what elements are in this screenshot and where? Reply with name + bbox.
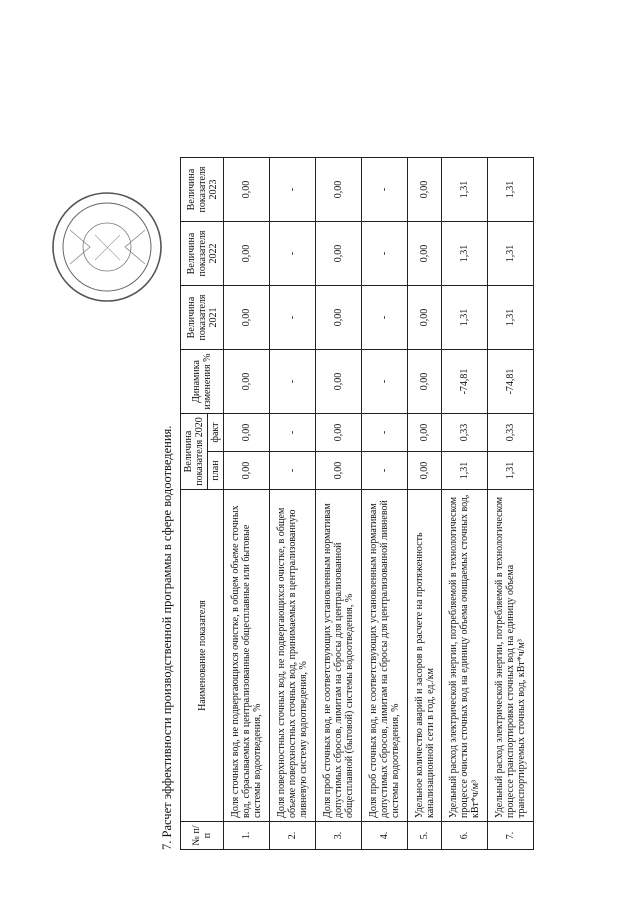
row-plan-2020: 0,00 bbox=[224, 452, 270, 490]
row-value-2021: 1,31 bbox=[442, 286, 488, 350]
col-num: № п/п bbox=[181, 822, 224, 850]
row-value-2022: - bbox=[270, 222, 316, 286]
col-2020: Величина показателя 2020 bbox=[181, 414, 208, 490]
row-number: 1. bbox=[224, 822, 270, 850]
row-value-2022: - bbox=[362, 222, 408, 286]
col-name: Наименование показателя bbox=[181, 490, 224, 822]
row-number: 4. bbox=[362, 822, 408, 850]
row-value-2021: 0,00 bbox=[408, 286, 442, 350]
row-plan-2020: 0,00 bbox=[316, 452, 362, 490]
row-dynamics: - bbox=[362, 350, 408, 414]
row-indicator-name: Удельное количество аварий и засоров в расчете на протяженность канализационной сети в год, ед./км bbox=[408, 490, 442, 822]
row-plan-2020: - bbox=[362, 452, 408, 490]
row-number: 2. bbox=[270, 822, 316, 850]
row-indicator-name: Удельный расход электрической энергии, потребляемой в технологическом процессе очистки сточных вод на единицу объема очищаемых сточных вод, кВт*ч/м³ bbox=[442, 490, 488, 822]
col-2021: Величина показателя 2021 bbox=[181, 286, 224, 350]
efficiency-table-section bbox=[160, 60, 580, 850]
table-row bbox=[408, 158, 442, 850]
row-value-2023: 1,31 bbox=[442, 158, 488, 222]
row-value-2022: 0,00 bbox=[316, 222, 362, 286]
col-2022: Величина показателя 2022 bbox=[181, 222, 224, 286]
row-value-2021: - bbox=[270, 286, 316, 350]
col-2023: Величина показателя 2023 bbox=[181, 158, 224, 222]
row-fact-2020: 0,00 bbox=[408, 414, 442, 452]
row-indicator-name: Доля поверхностных сточных вод, не подвергающихся очистке, в общем объеме поверхностных сточных вод, принимаемых в централизованную ливневую систему водоотведения, % bbox=[270, 490, 316, 822]
row-number: 3. bbox=[316, 822, 362, 850]
row-indicator-name: Доля проб сточных вод, не соответствующих установленным нормативам допустимых сбросов, лимитам на сбросы для централизованной общесплавной (бытовой) системы водоотведения, % bbox=[316, 490, 362, 822]
table-title: 7. Расчет эффективности производственной программы в сфере водоотведения. bbox=[160, 425, 174, 850]
row-value-2022: 1,31 bbox=[442, 222, 488, 286]
row-value-2021: - bbox=[362, 286, 408, 350]
row-fact-2020: - bbox=[270, 414, 316, 452]
row-dynamics: 0,00 bbox=[224, 350, 270, 414]
row-value-2022: 1,31 bbox=[488, 222, 534, 286]
row-fact-2020: 0,33 bbox=[442, 414, 488, 452]
col-dynamics: Динамика изменения % bbox=[181, 350, 224, 414]
table-row bbox=[362, 158, 408, 850]
table-row bbox=[316, 158, 362, 850]
row-plan-2020: 1,31 bbox=[442, 452, 488, 490]
row-value-2021: 1,31 bbox=[488, 286, 534, 350]
row-number: 6. bbox=[442, 822, 488, 850]
col-fact: факт bbox=[208, 414, 224, 452]
row-value-2023: 1,31 bbox=[488, 158, 534, 222]
row-value-2023: 0,00 bbox=[224, 158, 270, 222]
row-fact-2020: 0,00 bbox=[224, 414, 270, 452]
table-row bbox=[442, 158, 488, 850]
table-row bbox=[488, 158, 534, 850]
table-row bbox=[224, 158, 270, 850]
official-stamp-icon bbox=[50, 190, 165, 305]
row-fact-2020: 0,00 bbox=[316, 414, 362, 452]
row-dynamics: 0,00 bbox=[408, 350, 442, 414]
row-dynamics: -74,81 bbox=[488, 350, 534, 414]
row-value-2021: 0,00 bbox=[316, 286, 362, 350]
row-fact-2020: - bbox=[362, 414, 408, 452]
table-row bbox=[270, 158, 316, 850]
row-plan-2020: - bbox=[270, 452, 316, 490]
row-indicator-name: Доля сточных вод, не подвергающихся очистке, в общем объеме сточных вод, сбрасываемых в централизованные общесплавные или бытовые системы водоотведения, % bbox=[224, 490, 270, 822]
row-value-2023: - bbox=[270, 158, 316, 222]
row-value-2023: - bbox=[362, 158, 408, 222]
row-value-2022: 0,00 bbox=[224, 222, 270, 286]
efficiency-table bbox=[180, 157, 534, 850]
row-fact-2020: 0,33 bbox=[488, 414, 534, 452]
row-value-2022: 0,00 bbox=[408, 222, 442, 286]
row-number: 7. bbox=[488, 822, 534, 850]
row-number: 5. bbox=[408, 822, 442, 850]
row-indicator-name: Доля проб сточных вод, не соответствующих установленным нормативам допустимых сбросов, лимитам на сбросы для централизованной ливневой системы водоотведения, % bbox=[362, 490, 408, 822]
row-value-2023: 0,00 bbox=[316, 158, 362, 222]
row-dynamics: 0,00 bbox=[316, 350, 362, 414]
row-dynamics: - bbox=[270, 350, 316, 414]
row-value-2021: 0,00 bbox=[224, 286, 270, 350]
row-value-2023: 0,00 bbox=[408, 158, 442, 222]
table-body bbox=[224, 158, 534, 850]
row-dynamics: -74,81 bbox=[442, 350, 488, 414]
row-indicator-name: Удельный расход электрической энергии, потребляемой в технологическом процессе транспортировки сточных вод на единицу объема транспортируемых сточных вод, кВт*ч/м³ bbox=[488, 490, 534, 822]
row-plan-2020: 0,00 bbox=[408, 452, 442, 490]
col-plan: план bbox=[208, 452, 224, 490]
row-plan-2020: 1,31 bbox=[488, 452, 534, 490]
